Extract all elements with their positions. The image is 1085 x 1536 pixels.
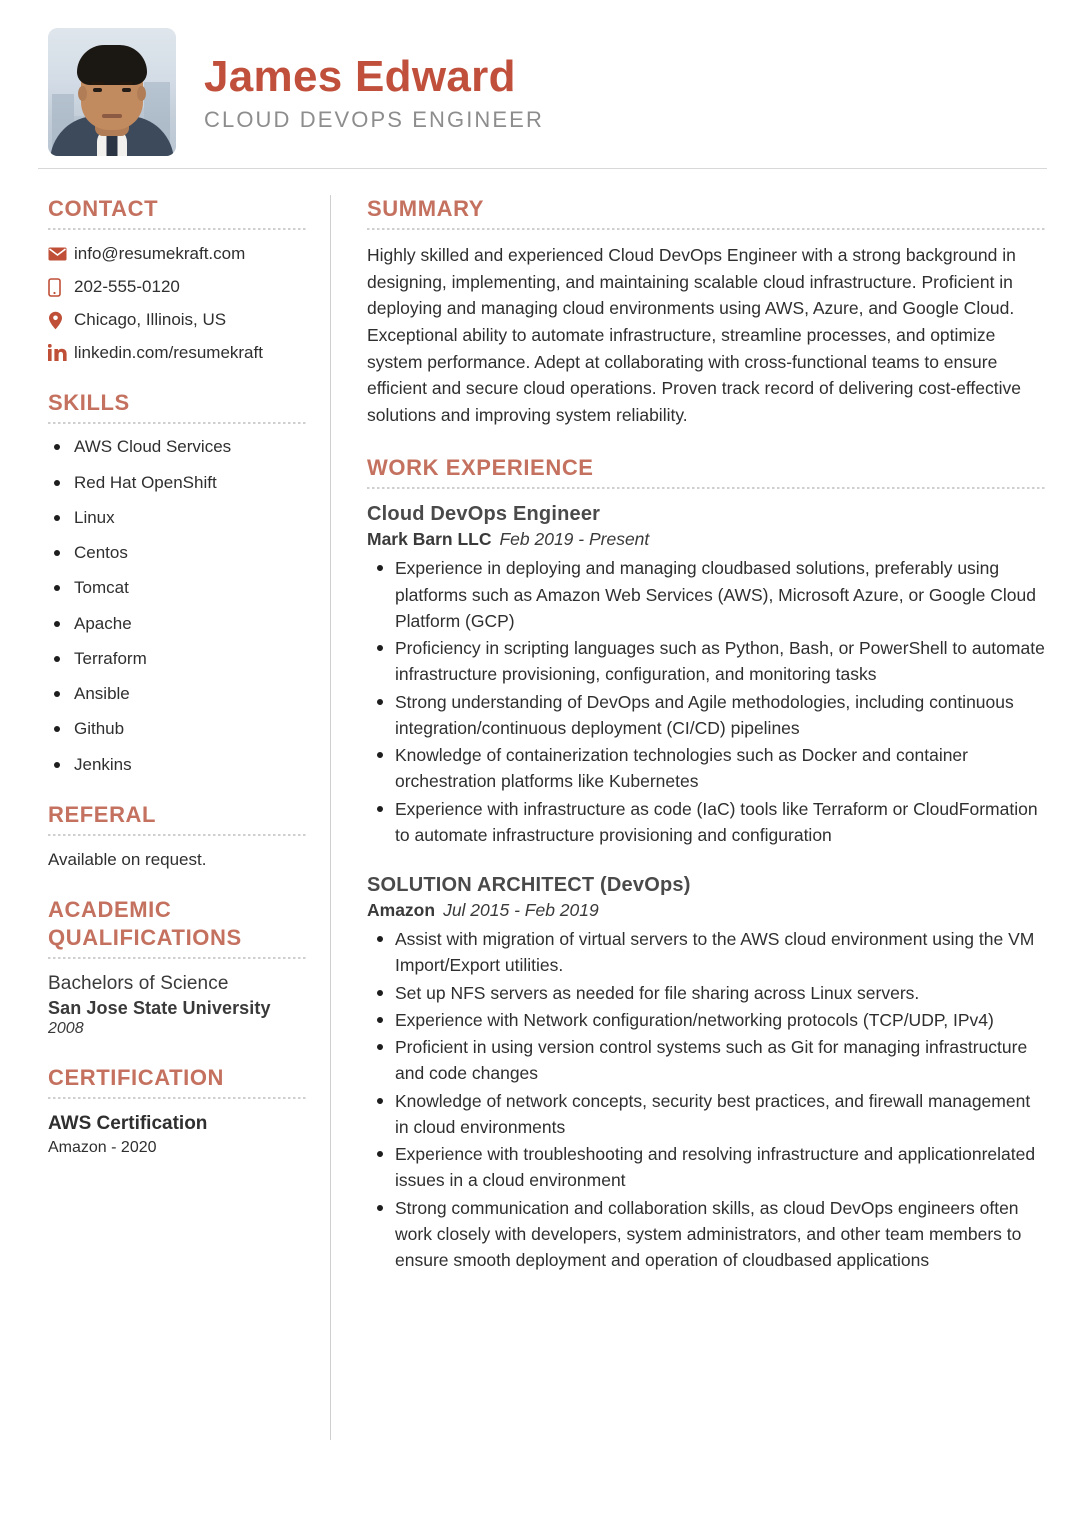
- section-title-academic-line2: QUALIFICATIONS: [48, 925, 242, 951]
- certification-issuer: Amazon - 2020: [48, 1139, 157, 1157]
- list-item: Jenkins: [48, 754, 306, 775]
- job-title: SOLUTION ARCHITECT (DevOps): [367, 874, 691, 897]
- education-school: San Jose State University: [48, 998, 271, 1019]
- section-certification: [48, 1064, 306, 1157]
- list-item: Assist with migration of virtual servers to the AWS cloud environment using the VM Import/Export utilities.: [367, 926, 1045, 979]
- work-experience-entry: [367, 503, 1045, 848]
- section-title-summary: SUMMARY: [367, 196, 485, 221]
- list-item: Strong understanding of DevOps and Agile methodologies, including continuous integration/continuous deployment (CI/CD) pipelines: [367, 689, 1045, 742]
- list-item: Red Hat OpenShift: [48, 472, 306, 493]
- job-company: Mark Barn LLC: [367, 529, 492, 550]
- envelope-icon: [48, 247, 74, 261]
- list-item: Knowledge of containerization technologies such as Docker and container orchestration platforms like Kubernetes: [367, 742, 1045, 795]
- candidate-name: James Edward: [204, 52, 516, 102]
- list-item: Experience with Network configuration/networking protocols (TCP/UDP, IPv4): [367, 1007, 1045, 1033]
- section-title-skills: SKILLS: [48, 390, 130, 416]
- certification-name: AWS Certification: [48, 1113, 208, 1135]
- section-rule: [48, 834, 306, 836]
- section-title-work-experience: WORK EXPERIENCE: [367, 455, 594, 481]
- job-title: Cloud DevOps Engineer: [367, 503, 601, 526]
- section-title-contact: CONTACT: [48, 196, 159, 221]
- name-block: [204, 50, 544, 133]
- section-academic-qualifications: [48, 896, 306, 1038]
- section-rule: [48, 422, 306, 424]
- education-degree: Bachelors of Science: [48, 973, 229, 995]
- map-pin-icon: [48, 311, 74, 330]
- list-item: Github: [48, 718, 306, 739]
- section-title-certification: CERTIFICATION: [48, 1065, 225, 1091]
- job-bullets: [367, 926, 1045, 1273]
- list-item: Experience with infrastructure as code (IaC) tools like Terraform or CloudFormation to automate infrastructure provisioning and configuration: [367, 796, 1045, 849]
- list-item: Set up NFS servers as needed for file sharing across Linux servers.: [367, 980, 1045, 1006]
- sidebar: [48, 195, 330, 1440]
- list-item: Linux: [48, 507, 306, 528]
- job-bullets: [367, 555, 1045, 848]
- contact-email-value: info@resumekraft.com: [74, 244, 246, 264]
- section-skills: [48, 389, 306, 775]
- linkedin-icon: [48, 344, 74, 362]
- list-item: Strong communication and collaboration skills, as cloud DevOps engineers often work closely with developers, system administrators, and other team members to ensure smooth deployment and operation of cloudbased applications: [367, 1195, 1045, 1274]
- list-item: Proficiency in scripting languages such as Python, Bash, or PowerShell to automate infrastructure provisioning, configuration, and monitoring tasks: [367, 635, 1045, 688]
- list-item: Experience with troubleshooting and resolving infrastructure and applicationrelated issues in a cloud environment: [367, 1141, 1045, 1194]
- list-item: Apache: [48, 613, 306, 634]
- section-rule: [367, 487, 1045, 489]
- section-summary: [367, 195, 1045, 428]
- section-rule: [48, 1097, 306, 1099]
- contact-linkedin-value: linkedin.com/resumekraft: [74, 343, 263, 363]
- candidate-title: CLOUD DEVOPS ENGINEER: [204, 106, 544, 132]
- list-item: Tomcat: [48, 577, 306, 598]
- referal-text: Available on request.: [48, 849, 207, 869]
- job-dates: Feb 2019 - Present: [499, 529, 650, 550]
- section-title-referal: REFERAL: [48, 801, 157, 827]
- section-work-experience: [367, 454, 1045, 1273]
- contact-item-email[interactable]: [48, 244, 306, 264]
- section-rule: [48, 957, 306, 959]
- contact-item-phone[interactable]: [48, 277, 306, 297]
- phone-icon: [48, 278, 74, 297]
- section-contact: [48, 195, 306, 363]
- skills-list: [48, 436, 306, 775]
- section-rule: [367, 228, 1045, 230]
- job-company: Amazon: [367, 900, 436, 921]
- list-item: Terraform: [48, 648, 306, 669]
- contact-location-value: Chicago, Illinois, US: [74, 310, 227, 330]
- list-item: Centos: [48, 542, 306, 563]
- contact-item-location[interactable]: [48, 310, 306, 330]
- section-referal: [48, 801, 306, 870]
- contact-list: [48, 244, 306, 363]
- list-item: Knowledge of network concepts, security best practices, and firewall management in cloud environments: [367, 1088, 1045, 1141]
- list-item: AWS Cloud Services: [48, 436, 306, 457]
- job-meta: [367, 529, 1045, 550]
- list-item: Experience in deploying and managing cloudbased solutions, preferably using platforms such as Amazon Web Services (AWS), Microsoft Azure, or Google Cloud Platform (GCP): [367, 555, 1045, 634]
- contact-item-linkedin[interactable]: [48, 343, 306, 363]
- list-item: Ansible: [48, 683, 306, 704]
- contact-phone-value: 202-555-0120: [74, 277, 180, 297]
- avatar: [48, 28, 176, 156]
- profile-photo: [48, 28, 176, 156]
- work-experience-entry: [367, 874, 1045, 1273]
- resume-header: [0, 0, 1085, 150]
- job-dates: Jul 2015 - Feb 2019: [443, 900, 599, 921]
- section-rule: [48, 228, 306, 230]
- education-year: 2008: [48, 1020, 84, 1038]
- job-meta: [367, 900, 1045, 921]
- resume-body: [0, 169, 1085, 1440]
- summary-text: Highly skilled and experienced Cloud DevOps Engineer with a strong background in designing, implementing, and maintaining scalable cloud infrastructure. Proficient in deploying and managing cloud environments using AWS, Azure, and Google Cloud. Exceptional ability to automate infrastructure, streamline processes, and optimize system performance. Adept at collaborating with cross-functional teams to ensure efficient and secure cloud operations. Proven track record of delivering cost-effective solutions and improving system reliability.: [367, 245, 1022, 425]
- list-item: Proficient in using version control systems such as Git for managing infrastructure and code changes: [367, 1034, 1045, 1087]
- main-content: [331, 195, 1045, 1440]
- section-title-academic-line1: ACADEMIC: [48, 896, 172, 922]
